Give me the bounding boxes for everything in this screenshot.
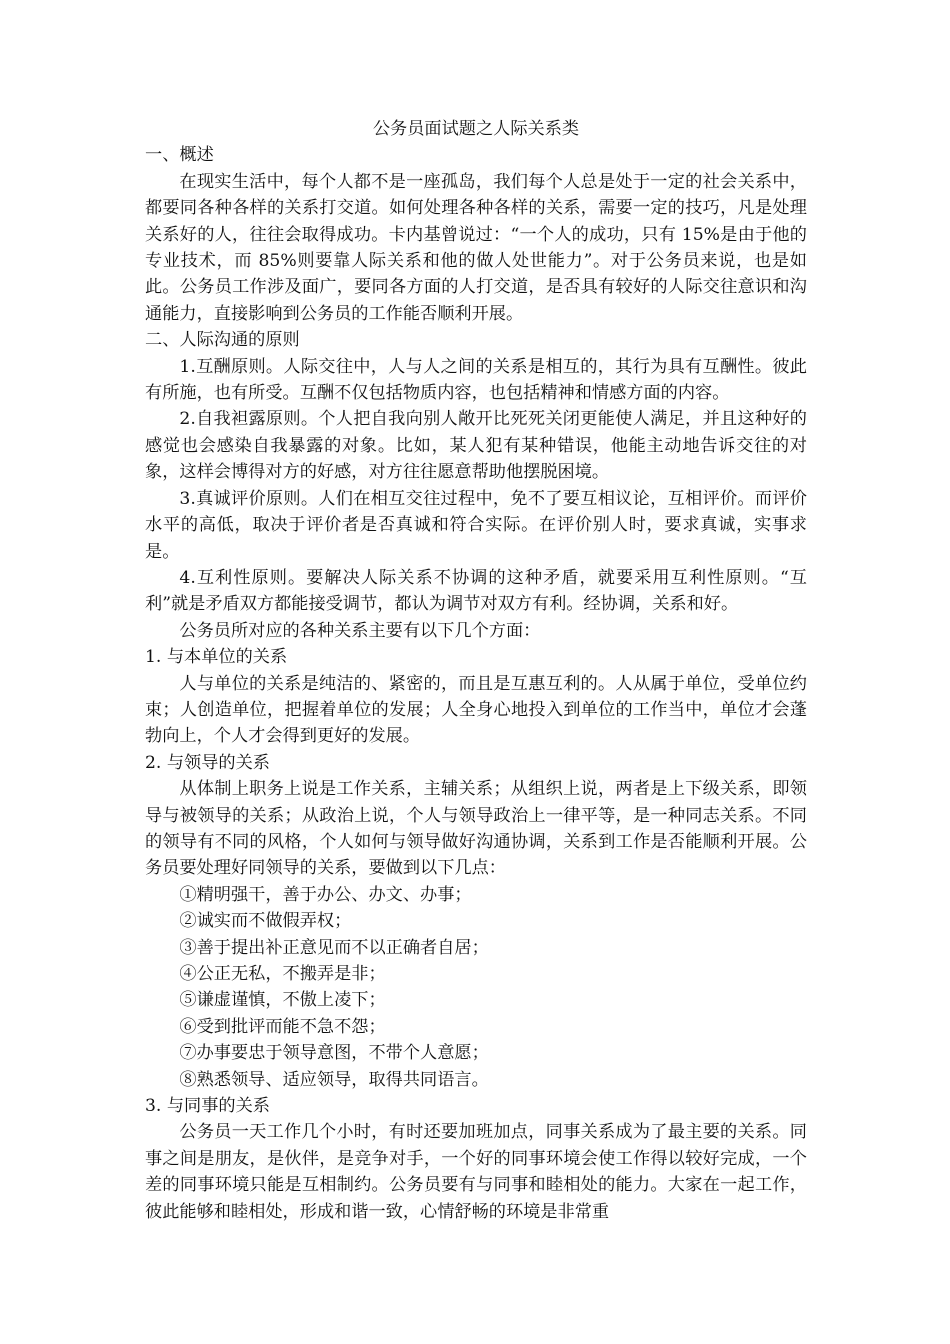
document-title: 公务员面试题之人际关系类: [372, 119, 580, 139]
list-item: ④公正无私，不搬弄是非；: [179, 964, 386, 984]
subheading-leader-relation: 2. 与领导的关系: [145, 752, 270, 773]
paragraph: 公务员一天工作几个小时，有时还要加班加点，同事关系成为了最主要的关系。同事之间是朋友，是伙伴，是竞争对手，一个好的同事环境会使工作得以较好完成，一个差的同事环境只能是互相制约。公务员要有与同事和睦相处的能力。大家在一起工作，彼此能够和睦相处，形成和谐一致，心情舒畅的环境是非常重: [145, 1122, 807, 1222]
paragraph: 2.自我袒露原则。个人把自我向别人敞开比死死关闭更能使人满足，并且这种好的感觉也会感染自我暴露的对象。比如，某人犯有某种错误，他能主动地告诉交往的对象，这样会博得对方的好感，对方往往愿意帮助他摆脱困境。: [145, 409, 807, 483]
section-heading-principles: 二、人际沟通的原则: [145, 330, 300, 351]
subheading-colleague-relation: 3. 与同事的关系: [145, 1096, 270, 1117]
paragraph: 公务员所对应的各种关系主要有以下几个方面：: [179, 620, 541, 641]
list-item: ③善于提出补正意见而不以正确者自居；: [179, 937, 489, 958]
paragraph: 1.互酬原则。人际交往中，人与人之间的关系是相互的，其行为具有互酬性。彼此有所施，也有所受。互酬不仅包括物质内容，也包括精神和情感方面的内容。: [145, 356, 807, 404]
section-heading-overview: 一、概述: [145, 145, 214, 166]
paragraph: 4.互利性原则。要解决人际关系不协调的这种矛盾，就要采用互利性原则。“互利”就是矛盾双方都能接受调节，都认为调节对双方有利。经协调，关系和好。: [145, 567, 807, 615]
document-page: [145, 116, 807, 1225]
subheading-unit-relation: 1. 与本单位的关系: [145, 647, 288, 668]
paragraph: 在现实生活中，每个人都不是一座孤岛，我们每个人总是处于一定的社会关系中，都要同各种各样的关系打交道。如何处理各种各样的关系，需要一定的技巧，凡是处理关系好的人，往往会取得成功。卡内基曾说过：“一个人的成功，只有 15%是由于他的专业技术，而 85%则要靠人际关系和他的做人处世能力”。对于公务员来说，也是如此。公务员工作涉及面广，要同各方面的人打交道，是否具有较好的人际交往意识和沟通能力，直接影响到公务员的工作能否顺利开展。: [145, 171, 807, 324]
list-item: ②诚实而不做假弄权；: [179, 911, 352, 932]
paragraph: 人与单位的关系是纯洁的、紧密的，而且是互惠互利的。人从属于单位，受单位约束；人创造单位，把握着单位的发展；人全身心地投入到单位的工作当中，单位才会蓬勃向上，个人才会得到更好的发展。: [145, 673, 807, 747]
list-item: ⑥受到批评而能不急不怨；: [179, 1016, 386, 1037]
list-item: ①精明强干，善于办公、办文、办事；: [179, 884, 472, 905]
paragraph: 从体制上职务上说是工作关系，主辅关系；从组织上说，两者是上下级关系，即领导与被领导的关系；从政治上说，个人与领导政治上一律平等，是一种同志关系。不同的领导有不同的风格，个人如何与领导做好沟通协调，关系到工作是否能顺利开展。公务员要处理好同领导的关系，要做到以下几点：: [145, 779, 807, 879]
list-item: ⑧熟悉领导、适应领导，取得共同语言。: [179, 1069, 489, 1090]
paragraph: 3.真诚评价原则。人们在相互交往过程中，免不了要互相议论，互相评价。而评价水平的高低，取决于评价者是否真诚和符合实际。在评价别人时，要求真诚，实事求是。: [145, 488, 807, 562]
list-item: ⑦办事要忠于领导意图，不带个人意愿；: [179, 1043, 489, 1064]
list-item: ⑤谦虚谨慎，不傲上凌下；: [179, 990, 386, 1011]
